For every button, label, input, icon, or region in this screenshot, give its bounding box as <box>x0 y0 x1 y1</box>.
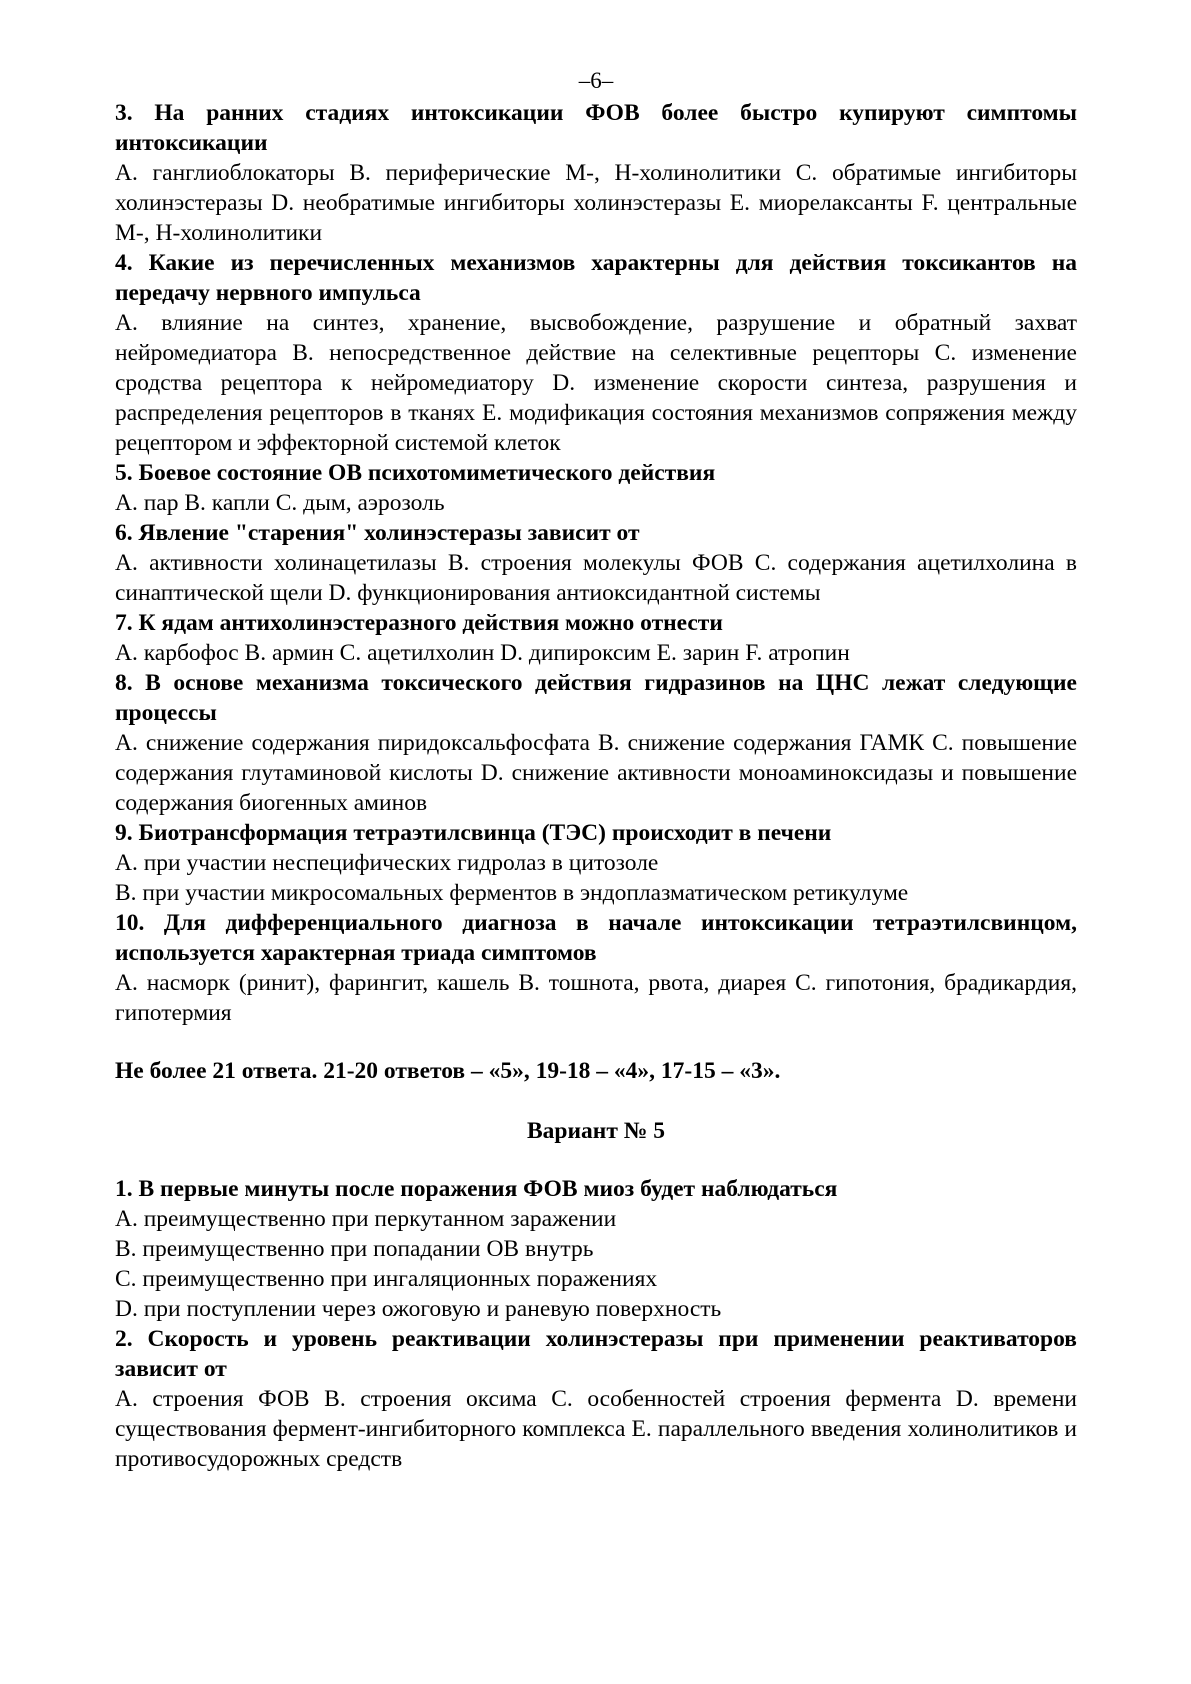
question-block <box>115 248 1077 458</box>
question-title: 3. На ранних стадиях интоксикации ФОВ более быстро купируют симптомы интоксикации <box>115 100 1077 156</box>
question-answers: A. активности холинацетилазы B. строения молекулы ФОВ C. содержания ацетилхолина в синаптической щели D. функционирования антиоксидантной системы <box>115 550 1077 606</box>
question-title: 9. Биотрансформация тетраэтилсвинца (ТЭС) происходит в печени <box>115 820 832 846</box>
question-title: 1. В первые минуты после поражения ФОВ миоз будет наблюдаться <box>115 1176 838 1202</box>
question-title: 5. Боевое состояние ОВ психотомиметического действия <box>115 460 716 486</box>
question-block <box>115 608 1077 668</box>
question-answers: A. строения ФОВ B. строения оксима C. особенностей строения фермента D. времени существования фермент-ингибиторного комплекса E. параллельного введения холинолитиков и противосудорожных средств <box>115 1386 1077 1472</box>
question-block <box>115 818 1077 908</box>
question-block <box>115 98 1077 248</box>
question-answers: A. снижение содержания пиридоксальфосфата B. снижение содержания ГАМК C. повышение содержания глутаминовой кислоты D. снижение активности моноаминоксидазы и повышение содержания биогенных аминов <box>115 730 1077 816</box>
question-block <box>115 1174 1077 1324</box>
page-number: –6– <box>578 68 614 93</box>
answer-option: B. при участии микросомальных ферментов в эндоплазматическом ретикулуме <box>115 880 909 906</box>
answer-option: A. преимущественно при перкутанном заражении <box>115 1206 617 1232</box>
question-title: 2. Скорость и уровень реактивации холинэстеразы при применении реактиваторов зависит от <box>115 1326 1077 1382</box>
question-answers: A. ганглиоблокаторы B. периферические М-, Н-холинолитики C. обратимые ингибиторы холинэстеразы D. необратимые ингибиторы холинэстеразы E. миорелаксанты F. центральные М-, Н-холинолитики <box>115 160 1077 246</box>
answer-option: C. преимущественно при ингаляционных поражениях <box>115 1266 658 1292</box>
question-block <box>115 458 1077 518</box>
question-block <box>115 1324 1077 1474</box>
variant-heading: Вариант № 5 <box>527 1118 665 1144</box>
question-answers: A. влияние на синтез, хранение, высвобождение, разрушение и обратный захват нейромедиатора B. непосредственное действие на селективные рецепторы C. изменение сродства рецептора к нейромедиатору D. изменение скорости синтеза, разрушения и распределения рецепторов в тканях E. модификация состояния механизмов сопряжения между рецептором и эффекторной системой клеток <box>115 310 1077 456</box>
grading-criteria: Не более 21 ответа. 21-20 ответов – «5», 19-18 – «4», 17-15 – «3». <box>115 1058 781 1084</box>
question-block <box>115 668 1077 818</box>
question-answers: A. карбофос B. армин C. ацетилхолин D. дипироксим E. зарин F. атропин <box>115 640 850 666</box>
document-page <box>115 66 1077 1474</box>
question-title: 6. Явление "старения" холинэстеразы зависит от <box>115 520 640 546</box>
answer-option: A. при участии неспецифических гидролаз в цитозоле <box>115 850 659 876</box>
question-title: 8. В основе механизма токсического действия гидразинов на ЦНС лежат следующие процессы <box>115 670 1077 726</box>
question-title: 10. Для дифференциального диагноза в начале интоксикации тетраэтилсвинцом, используется характерная триада симптомов <box>115 910 1077 966</box>
answer-option: B. преимущественно при попадании ОВ внутрь <box>115 1236 594 1262</box>
question-answers: A. пар B. капли C. дым, аэрозоль <box>115 490 445 516</box>
question-title: 7. К ядам антихолинэстеразного действия можно отнести <box>115 610 723 636</box>
question-title: 4. Какие из перечисленных механизмов характерны для действия токсикантов на передачу нервного импульса <box>115 250 1077 306</box>
question-block <box>115 908 1077 1028</box>
question-answers: A. насморк (ринит), фарингит, кашель B. тошнота, рвота, диарея C. гипотония, брадикардия, гипотермия <box>115 970 1077 1026</box>
answer-option: D. при поступлении через ожоговую и раневую поверхность <box>115 1296 722 1322</box>
question-block <box>115 518 1077 608</box>
